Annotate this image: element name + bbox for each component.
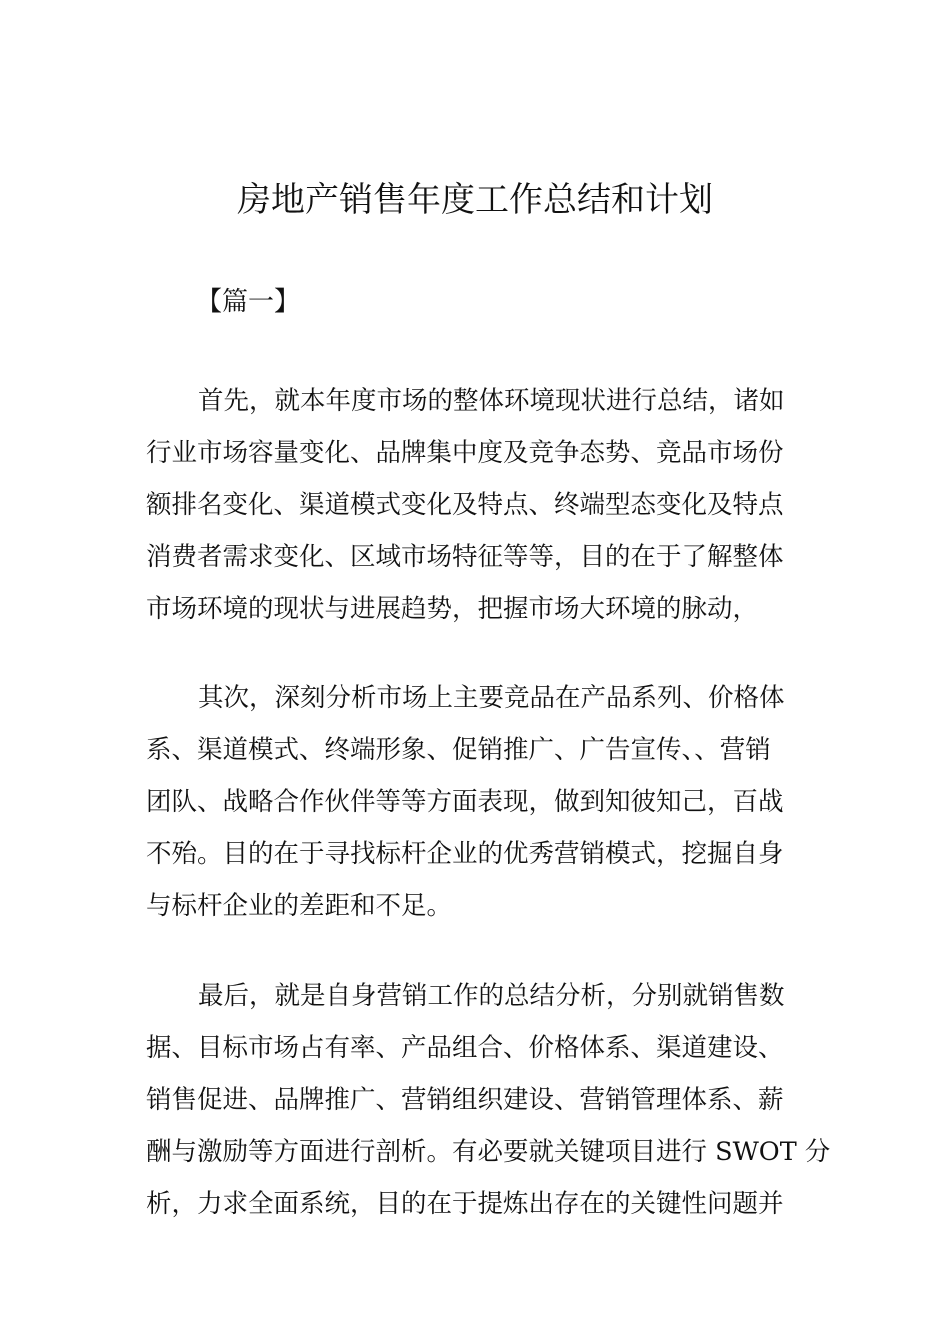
- paragraph-line: 酬与激励等方面进行剖析。有必要就关键项目进行 SWOT 分: [146, 1137, 831, 1167]
- section-label: 【篇一】: [196, 287, 301, 317]
- paragraph-line: 系、渠道模式、终端形象、促销推广、广告宣传、、营销: [146, 735, 771, 765]
- paragraph-line: 不殆。目的在于寻找标杆企业的优秀营销模式，挖掘自身: [146, 839, 784, 869]
- paragraph-line: 行业市场容量变化、品牌集中度及竞争态势、竞品市场份: [146, 438, 784, 468]
- paragraph-line: 团队、战略合作伙伴等等方面表现，做到知彼知己，百战: [146, 787, 784, 817]
- paragraph-line: 市场环境的现状与进展趋势，把握市场大环境的脉动，: [146, 594, 759, 624]
- paragraph-1: [146, 375, 811, 635]
- paragraph-line: 与标杆企业的差距和不足。: [146, 891, 453, 921]
- paragraph-line: 据、目标市场占有率、产品组合、价格体系、渠道建设、: [146, 1033, 784, 1063]
- paragraph-3: [146, 970, 831, 1230]
- document-title: 房地产销售年度工作总结和计划: [237, 180, 713, 220]
- paragraph-line: 首先，就本年度市场的整体环境现状进行总结，诸如: [198, 386, 785, 416]
- paragraph-line: 最后，就是自身营销工作的总结分析，分别就销售数: [198, 981, 785, 1011]
- paragraph-line: 其次，深刻分析市场上主要竞品在产品系列、价格体: [198, 683, 785, 713]
- paragraph-line: 销售促进、品牌推广、营销组织建设、营销管理体系、薪: [146, 1085, 784, 1115]
- paragraph-line: 额排名变化、渠道模式变化及特点、终端型态变化及特点: [146, 490, 784, 520]
- paragraph-2: [146, 672, 811, 932]
- paragraph-line: 消费者需求变化、区域市场特征等等，目的在于了解整体: [146, 542, 784, 572]
- paragraph-line: 析，力求全面系统，目的在于提炼出存在的关键性问题并: [146, 1189, 784, 1219]
